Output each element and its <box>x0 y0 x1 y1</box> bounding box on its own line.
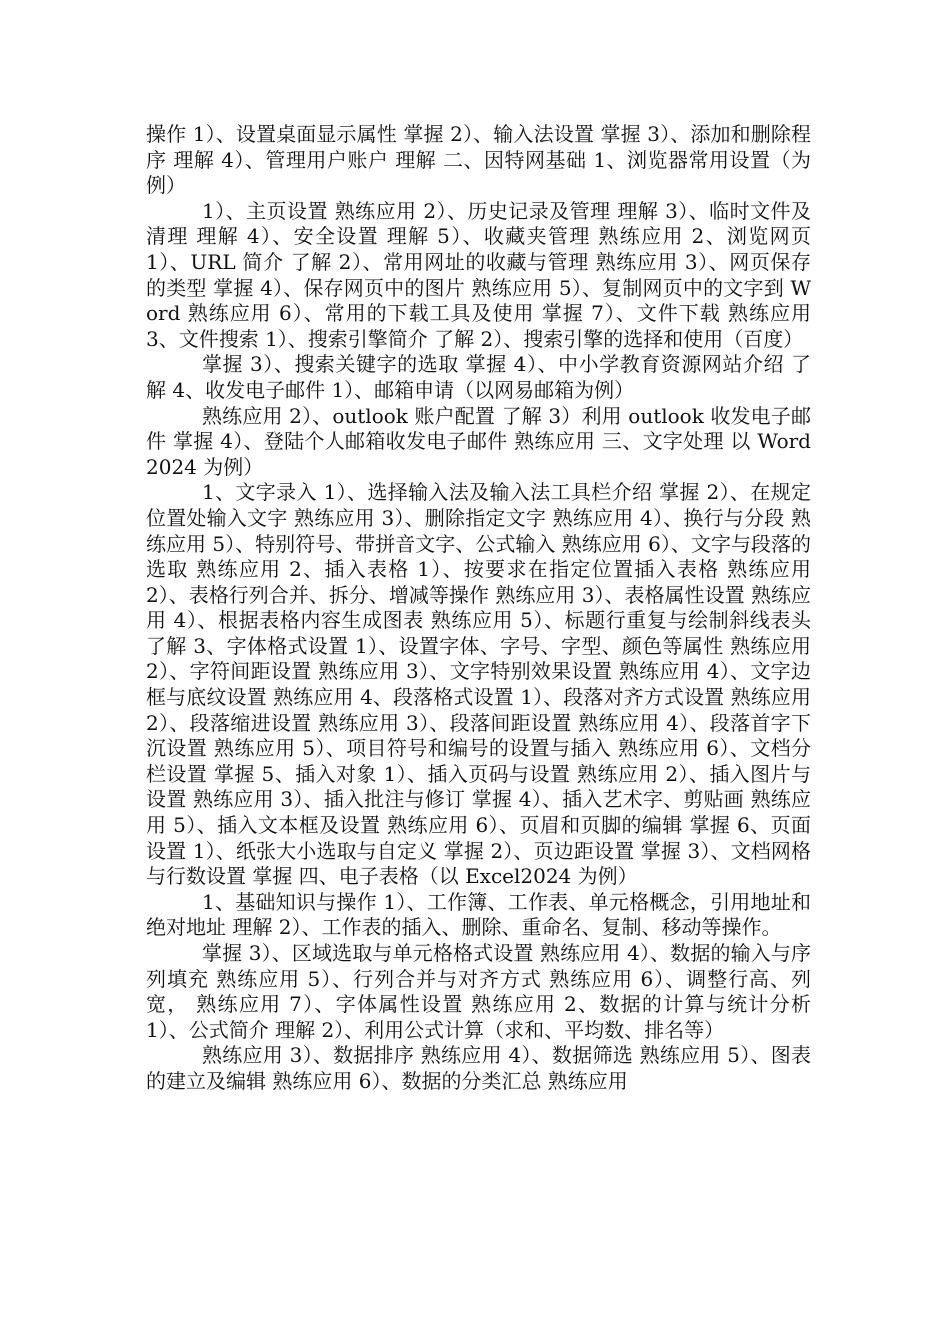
paragraph-8: 熟练应用 3）、数据排序 熟练应用 4）、数据筛选 熟练应用 5）、图表的建立及编辑 熟练应用 6）、数据的分类汇总 熟练应用 <box>146 1043 811 1093</box>
paragraph-2: 1）、主页设置 熟练应用 2）、历史记录及管理 理解 3）、临时文件及清理 理解 4）、安全设置 理解 5）、收藏夹管理 熟练应用 2、浏览网页 1）、URL 简介 了解 2）、常用网址的收藏与管理 熟练应用 3）、网页保存的类型 掌握 4）、保存网页中的图片 熟练应用 5）、复制网页中的文字到 Word 熟练应用 6）、常用的下载工具及使用 掌握 7）、文件下载 熟练应用 3、文件搜索 1）、搜索引擎简介 了解 2）、搜索引擎的选择和使用（百度） <box>146 198 811 351</box>
document-body <box>146 122 811 1095</box>
paragraph-5: 1、文字录入 1）、选择输入法及输入法工具栏介绍 掌握 2）、在规定位置处输入文字 熟练应用 3）、删除指定文字 熟练应用 4）、换行与分段 熟练应用 5）、特别符号、带拼音文字、公式输入 熟练应用 6）、文字与段落的选取 熟练应用 2、插入表格 1）、按要求在指定位置插入表格 熟练应用 2）、表格行列合并、拆分、增减等操作 熟练应用 3）、表格属性设置 熟练应用 4）、根据表格内容生成图表 熟练应用 5）、标题行重复与绘制斜线表头 了解 3、字体格式设置 1）、设置字体、字号、字型、颜色等属性 熟练应用 2）、字符间距设置 熟练应用 3）、文字特别效果设置 熟练应用 4）、文字边框与底纹设置 熟练应用 4、段落格式设置 1）、段落对齐方式设置 熟练应用 2）、段落缩进设置 熟练应用 3）、段落间距设置 熟练应用 4）、段落首字下沉设置 熟练应用 5）、项目符号和编号的设置与插入 熟练应用 6）、文档分栏设置 掌握 5、插入对象 1）、插入页码与设置 熟练应用 2）、插入图片与设置 熟练应用 3）、插入批注与修订 掌握 4）、插入艺术字、剪贴画 熟练应用 5）、插入文本框及设置 熟练应用 6）、页眉和页脚的编辑 掌握 6、页面设置 1）、纸张大小选取与自定义 掌握 2）、页边距设置 掌握 3）、文档网格与行数设置 掌握 四、电子表格（以 Excel2024 为例） <box>146 480 811 889</box>
paragraph-4: 熟练应用 2）、outlook 账户配置 了解 3）利用 outlook 收发电子邮件 掌握 4）、登陆个人邮箱收发电子邮件 熟练应用 三、文字处理 以 Word2024 为例） <box>146 403 811 479</box>
paragraph-6: 1、基础知识与操作 1）、工作簿、工作表、单元格概念，引用地址和绝对地址 理解 2）、工作表的插入、删除、重命名、复制、移动等操作。 <box>146 889 811 940</box>
paragraph-3: 掌握 3）、搜索关键字的选取 掌握 4）、中小学教育资源网站介绍 了解 4、收发电子邮件 1）、邮箱申请（以网易邮箱为例） <box>146 352 811 402</box>
paragraph-7: 掌握 3）、区域选取与单元格格式设置 熟练应用 4）、数据的输入与序列填充 熟练应用 5）、行列合并与对齐方式 熟练应用 6）、调整行高、列宽， 熟练应用 7）、字体属性设置 熟练应用 2、数据的计算与统计分析 1）、公式简介 理解 2）、利用公式计算（求和、平均数、排名等） <box>146 941 811 1042</box>
paragraph-1: 操作 1）、设置桌面显示属性 掌握 2）、输入法设置 掌握 3）、添加和删除程序 理解 4）、管理用户账户 理解 二、因特网基础 1、浏览器常用设置（为例） <box>146 122 811 198</box>
